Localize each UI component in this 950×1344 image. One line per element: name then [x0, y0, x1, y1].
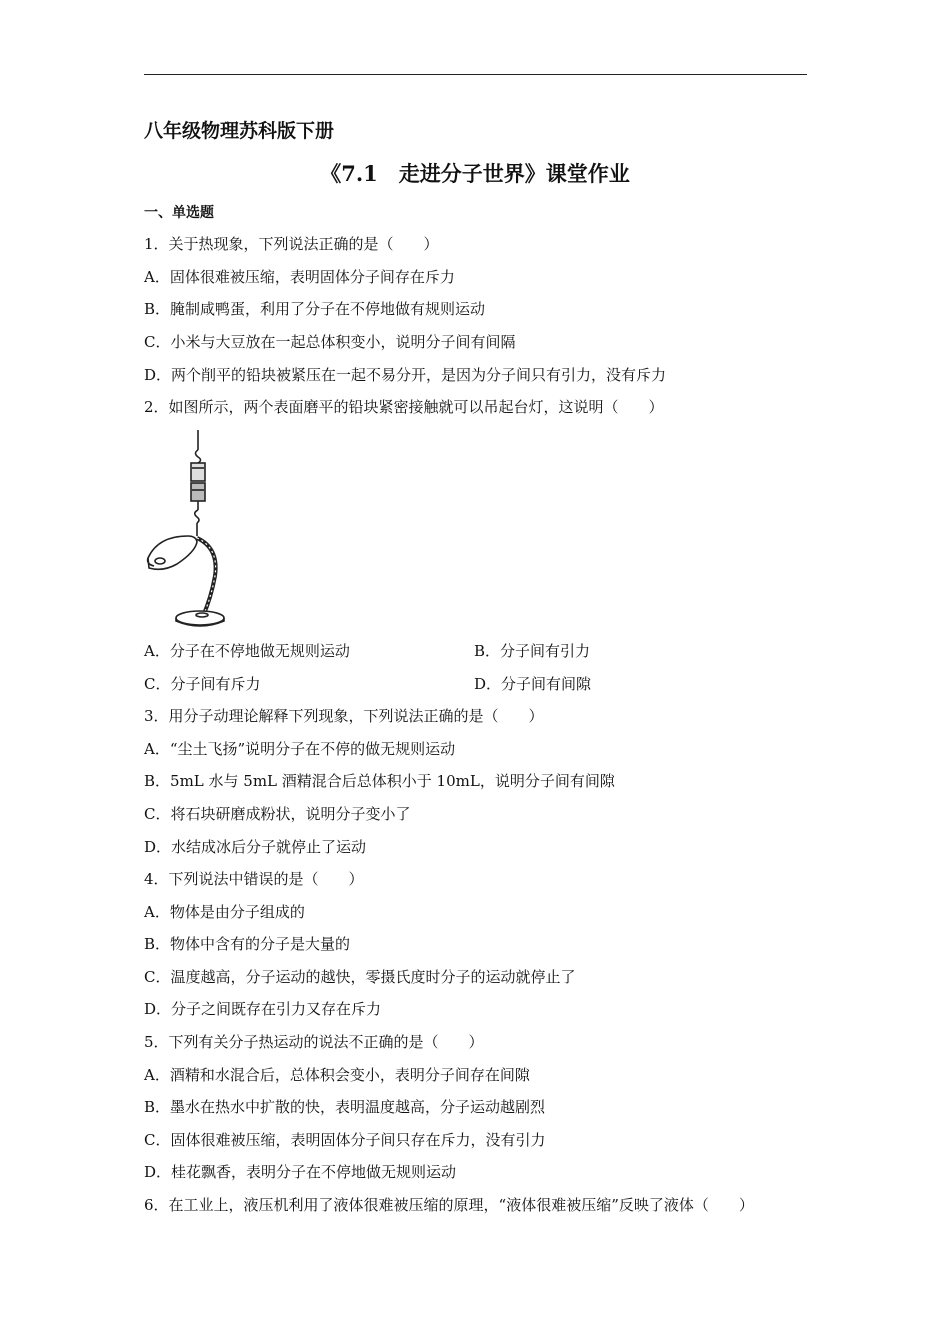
question-1-option-c: C．小米与大豆放在一起总体积变小，说明分子间有间隔 [144, 333, 516, 351]
question-1-option-b: B．腌制咸鸭蛋，利用了分子在不停地做有规则运动 [144, 300, 486, 318]
question-1-stem: 1．关于热现象，下列说法正确的是（ ） [144, 235, 439, 253]
grade-label: 八年级物理苏科版下册 [144, 120, 335, 142]
question-3-option-a: A．“尘土飞扬”说明分子在不停的做无规则运动 [144, 740, 456, 758]
question-2-option-a: A．分子在不停地做无规则运动 [144, 642, 350, 660]
question-3-option-d: D．水结成冰后分子就停止了运动 [144, 838, 367, 856]
question-2-option-d: D．分子间有间隙 [474, 675, 592, 693]
question-2-option-c: C．分子间有斥力 [144, 675, 261, 693]
question-6-stem: 6．在工业上，液压机利用了液体很难被压缩的原理，“液体很难被压缩”反映了液体（ ） [144, 1196, 754, 1214]
header-rule [144, 74, 807, 75]
question-4-option-a: A．物体是由分子组成的 [144, 903, 305, 921]
question-4-stem: 4．下列说法中错误的是（ ） [144, 870, 364, 888]
question-5-option-d: D．桂花飘香，表明分子在不停地做无规则运动 [144, 1163, 457, 1181]
question-3-option-b: B．5mL 水与 5mL 酒精混合后总体积小于 10mL，说明分子间有间隙 [144, 772, 615, 790]
question-1-option-a: A．固体很难被压缩，表明固体分子间存在斥力 [144, 268, 455, 286]
section-heading: 一、单选题 [144, 205, 214, 221]
lamp-lead-blocks-figure [140, 428, 230, 628]
question-5-stem: 5．下列有关分子热运动的说法不正确的是（ ） [144, 1033, 484, 1051]
page-title: 《7.1 走进分子世界》课堂作业 [320, 161, 630, 186]
question-2-option-b: B．分子间有引力 [474, 642, 591, 660]
question-5-option-c: C．固体很难被压缩，表明固体分子间只存在斥力，没有引力 [144, 1131, 546, 1149]
question-3-option-c: C．将石块研磨成粉状，说明分子变小了 [144, 805, 411, 823]
question-1-option-d: D．两个削平的铅块被紧压在一起不易分开，是因为分子间只有引力，没有斥力 [144, 366, 667, 384]
question-2-stem: 2．如图所示，两个表面磨平的铅块紧密接触就可以吊起台灯，这说明（ ） [144, 398, 664, 416]
question-5-option-a: A．酒精和水混合后，总体积会变小，表明分子间存在间隙 [144, 1066, 530, 1084]
question-5-option-b: B．墨水在热水中扩散的快，表明温度越高，分子运动越剧烈 [144, 1098, 546, 1116]
question-3-stem: 3．用分子动理论解释下列现象，下列说法正确的是（ ） [144, 707, 544, 725]
question-4-option-b: B．物体中含有的分子是大量的 [144, 935, 351, 953]
question-4-option-c: C．温度越高，分子运动的越快，零摄氏度时分子的运动就停止了 [144, 968, 576, 986]
question-4-option-d: D．分子之间既存在引力又存在斥力 [144, 1000, 382, 1018]
